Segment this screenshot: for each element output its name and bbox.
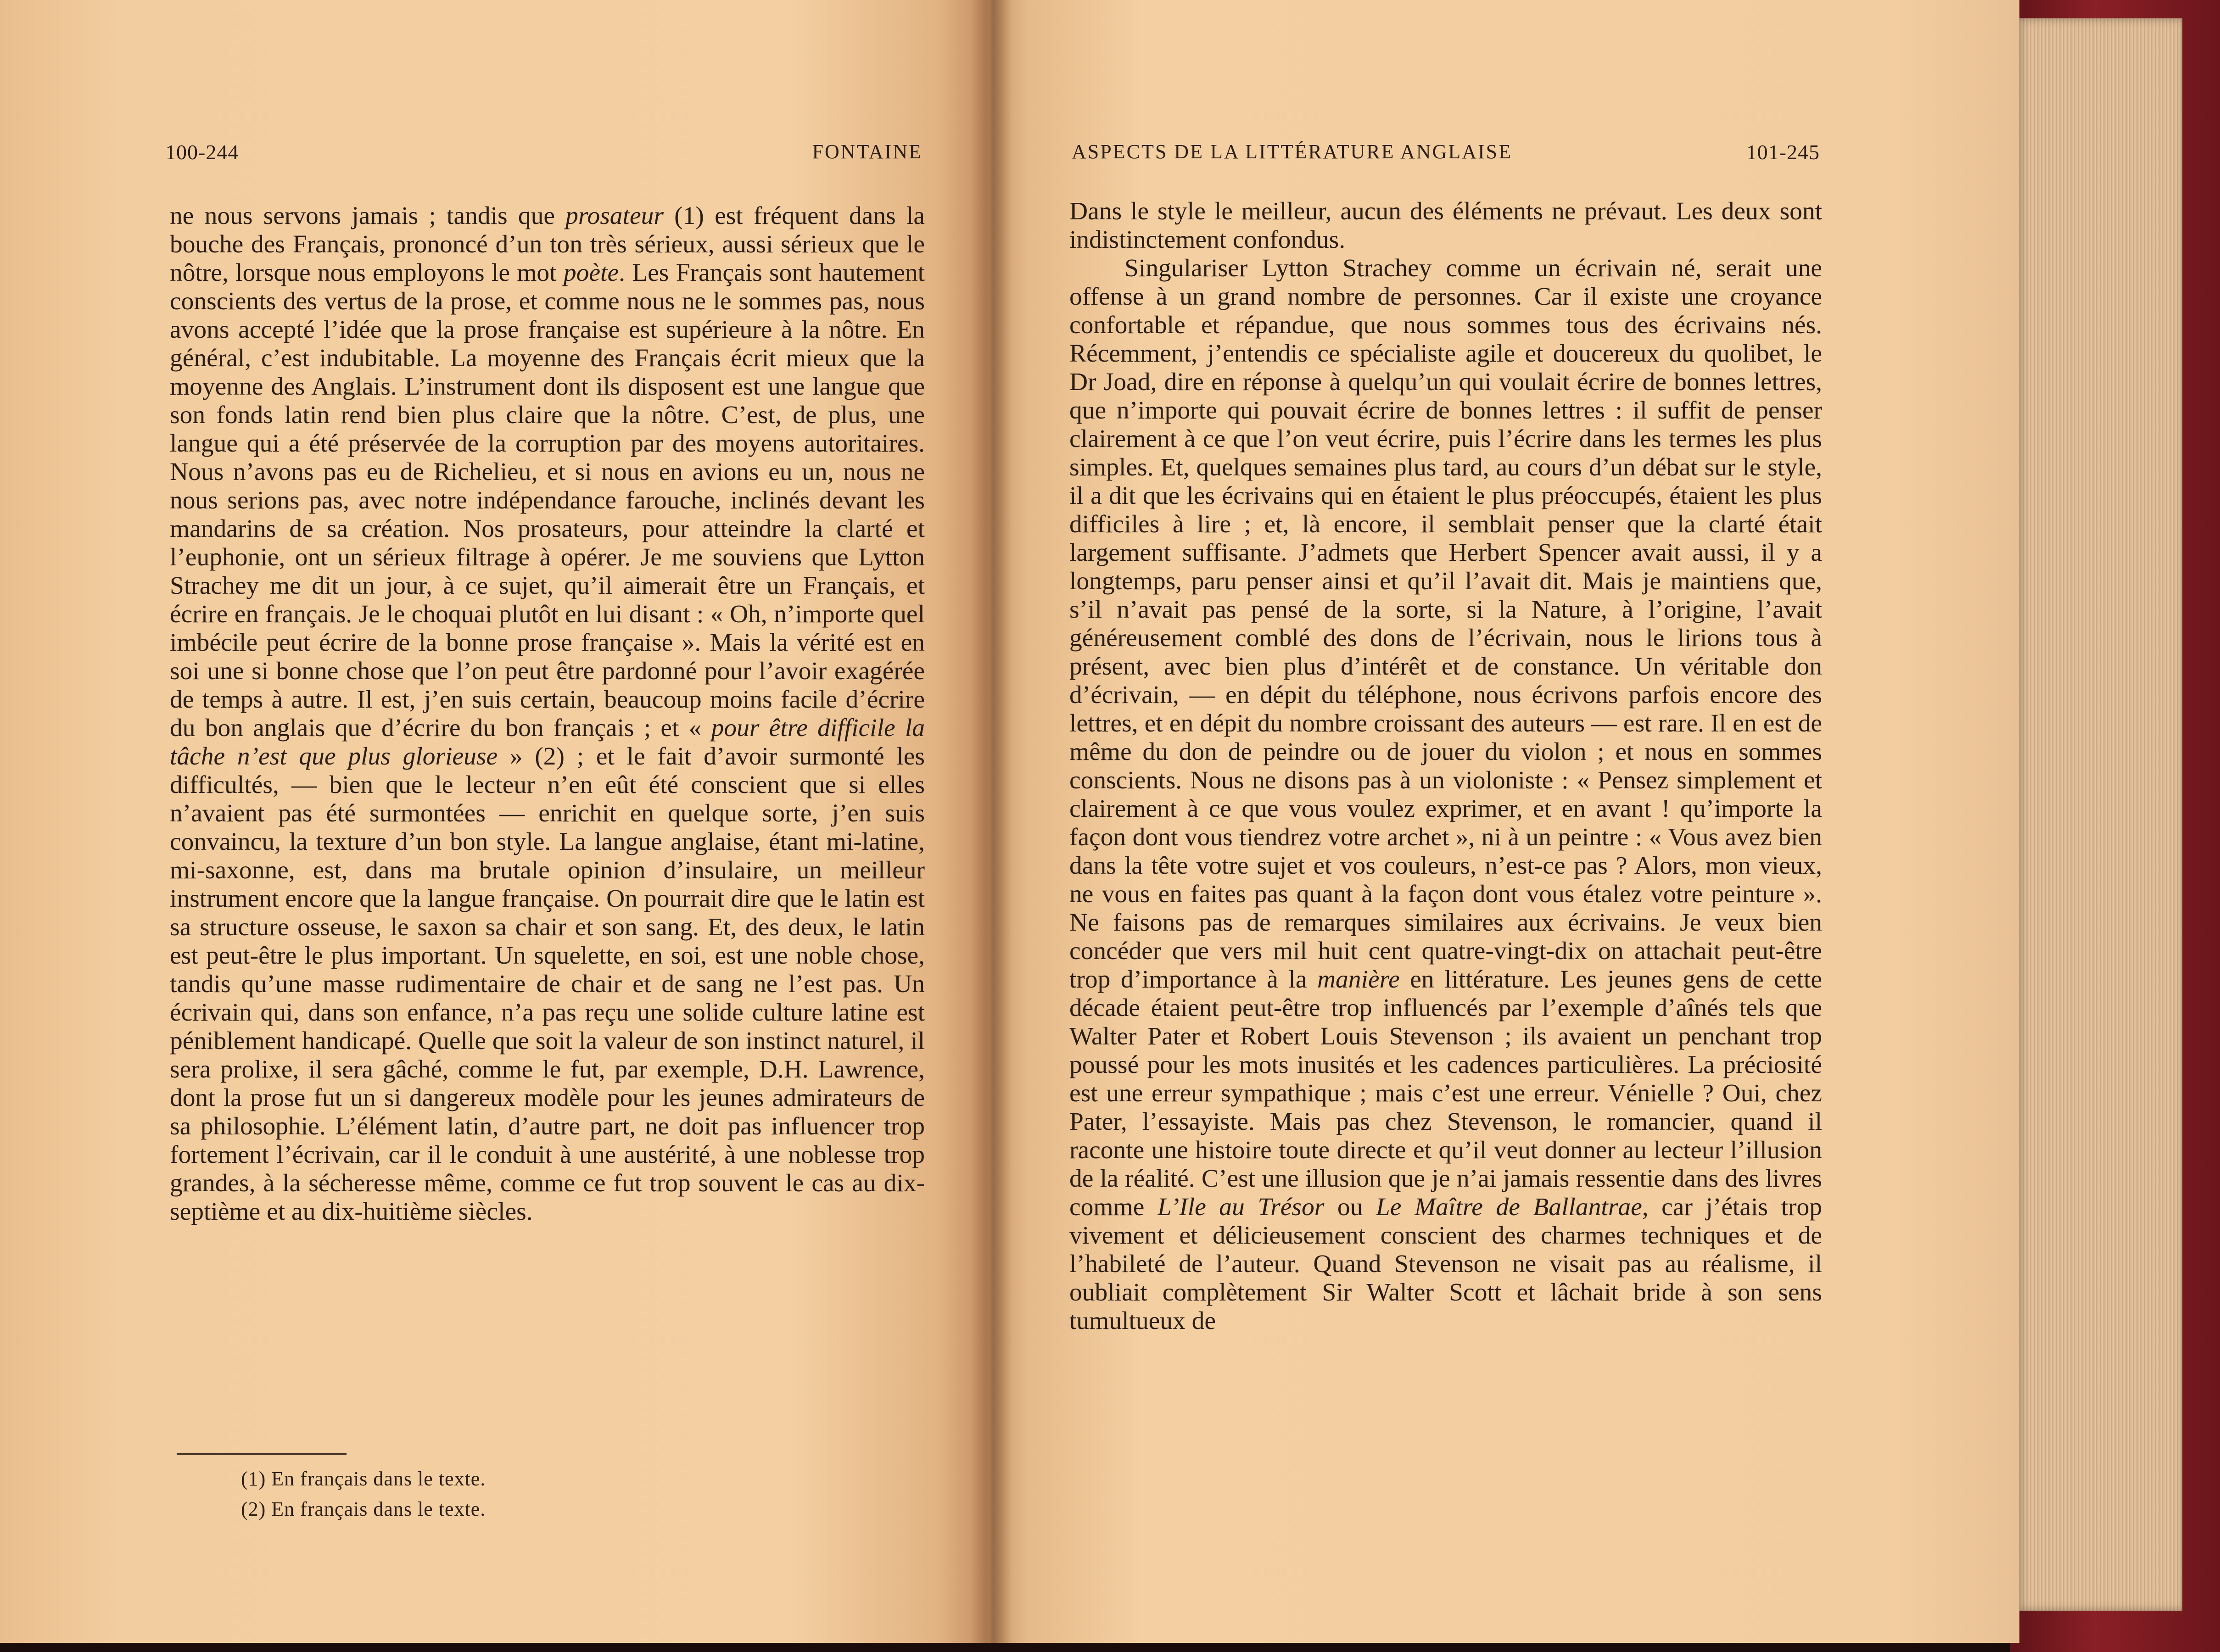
right-running-title: ASPECTS DE LA LITTÉRATURE ANGLAISE — [1072, 140, 1512, 163]
right-page-body — [1069, 197, 1822, 1335]
footnotes — [241, 1464, 654, 1524]
right-running-head — [1072, 140, 1820, 167]
left-running-title: FONTAINE — [812, 140, 923, 163]
left-body-paragraph: ne nous servons jamais ; tandis que prosateur (1) est fréquent dans la bouche des Français, prononcé d’un ton très sérieux, aussi sérieux que le nôtre, lorsque nous employons le mot poète. Les Français sont hautement conscients des vertus de la prose, et comme nous ne le sommes pas, nous avons accepté l’idée que la prose française est supérieure à la nôtre. En général, c’est indubitable. La moyenne des Français écrit mieux que la moyenne des Anglais. L’instrument dont ils disposent est une langue que son fonds latin rend bien plus claire que la nôtre. C’est, de plus, une langue qui a été préservée de la corruption par des moyens autoritaires. Nous n’avons pas eu de Richelieu, et si nous en avions eu un, nous ne nous serions pas, avec notre indépendance farouche, inclinés devant les mandarins de sa création. Nos prosateurs, pour atteindre la clarté et l’euphonie, ont un sérieux filtrage à opérer. Je me souviens que Lytton Strachey me dit un jour, à ce sujet, qu’il aimerait être un Français, et écrire en français. Je le choquai plutôt en lui disant : « Oh, n’importe quel imbécile peut écrire de la bonne prose française ». Mais la vérité est en soi une si bonne chose que l’on peut être pardonné pour l’avoir exagérée de temps à autre. Il est, j’en suis certain, beaucoup moins facile d’écrire du bon anglais que d’écrire du bon français ; et « pour être difficile la tâche n’est que plus glorieuse » (2) ; et le fait d’avoir surmonté les difficultés, — bien que le lecteur n’en eût été conscient que si elles n’avaient pas été surmontées — enrichit en quelque sorte, j’en suis convaincu, la texture d’un bon style. La langue anglaise, étant mi-latine, mi-saxonne, est, dans ma brutale opinion d’insulaire, un meilleur instrument encore que la langue française. On pourrait dire que le latin est sa structure osseuse, le saxon sa chair et son sang. Et, des deux, le latin est peut-être le plus important. Un squelette, en soi, est une noble chose, tandis qu’une masse rudimentaire de chair et de sang ne l’est pas. Un écrivain qui, dans son enfance, n’a pas reçu une solide culture latine est péniblement handicapé. Quelle que soit la valeur de son instinct naturel, il sera prolixe, il sera gâché, comme le fut, par exemple, D.H. Lawrence, dont la prose fut un si dangereux modèle pour les jeunes admirateurs de sa philosophie. L’élément latin, d’autre part, ne doit pas influencer trop fortement l’écrivain, car il le conduit à une austérité, à une noblesse trop grandes, à la sécheresse même, comme ce fut trop souvent le cas au dix-septième et au dix-huitième siècles. — [170, 202, 925, 1226]
left-page-body — [170, 202, 925, 1226]
book-gutter — [971, 0, 1012, 1643]
footnote-rule — [177, 1453, 347, 1455]
footnote-2: (2) En français dans le texte. — [241, 1498, 486, 1520]
left-running-head — [165, 140, 923, 167]
left-page-number: 100-244 — [165, 140, 239, 164]
right-paragraph-1: Dans le style le meilleur, aucun des éléments ne prévaut. Les deux sont indistinctement confondus. — [1069, 197, 1822, 254]
footnote-1: (1) En français dans le texte. — [241, 1468, 486, 1490]
right-paragraph-2: Singulariser Lytton Strachey comme un écrivain né, serait une offense à un grand nombre de personnes. Car il existe une croyance confortable et répandue, que nous sommes tous des écrivains nés. Récemment, j’entendis ce spécialiste agile et doucereux du quolibet, le Dr Joad, dire en réponse à quelqu’un qui voulait écrire de bonnes lettres, que n’importe qui pouvait écrire de bonnes lettres : il suffit de penser clairement à ce que l’on veut écrire, puis l’écrire dans les termes les plus simples. Et, quelques semaines plus tard, au cours d’un débat sur le style, il a dit que les écrivains qui en étaient le plus préoccupés, étaient les plus difficiles à lire ; et, là encore, il semblait penser que la clarté était largement suffisante. J’admets que Herbert Spencer avait aussi, il y a longtemps, paru penser ainsi et qu’il l’avait dit. Mais je maintiens que, s’il n’avait pas pensé de la sorte, si la Nature, à l’origine, l’avait généreusement comblé des dons de l’écrivain, nous le lirions tous à présent, avec bien plus d’intérêt et de constance. Un véritable don d’écrivain, — en dépit du téléphone, nous écrivons parfois encore des lettres, et en dépit du nombre croissant des auteurs — est rare. Il en est de même du don de peindre ou de jouer du violon ; et nous en sommes conscients. Nous ne disons pas à un violoniste : « Pensez simplement et clairement à ce que vous voulez exprimer, et en avant ! qu’importe la façon dont vous tiendrez votre archet », ni à un peintre : « Vous avez bien dans la tête votre sujet et vos couleurs, n’est-ce pas ? Alors, mon vieux, ne vous en faites pas quant à la façon dont vous étalez votre peinture ». Ne faisons pas de remarques similaires aux écrivains. Je veux bien concéder que vers mil huit cent quatre-vingt-dix on attachait peut-être trop d’importance à la manière en littérature. Les jeunes gens de cette décade étaient peut-être trop influencés par l’exemple d’aînés tels que Walter Pater et Robert Louis Stevenson ; ils avaient un penchant trop poussé pour les mots inusités et les cadences particulières. La préciosité est une erreur sympathique ; mais c’est une erreur. Vénielle ? Oui, chez Pater, l’essayiste. Mais pas chez Stevenson, le romancier, quand il raconte une histoire toute directe et qu’il veut donner au lecteur l’illusion de la réalité. C’est une illusion que je n’ai jamais ressentie dans des livres comme L’Ile au Trésor ou Le Maître de Ballantrae, car j’étais trop vivement et délicieusement conscient des charmes techniques et de l’habileté de l’auteur. Quand Stevenson ne visait pas au réalisme, il oubliait complètement Sir Walter Scott et lâchait bride à son sens tumultueux de — [1069, 254, 1823, 1335]
page-block-edges — [2017, 18, 2182, 1611]
right-page-number: 101-245 — [1746, 140, 1820, 164]
